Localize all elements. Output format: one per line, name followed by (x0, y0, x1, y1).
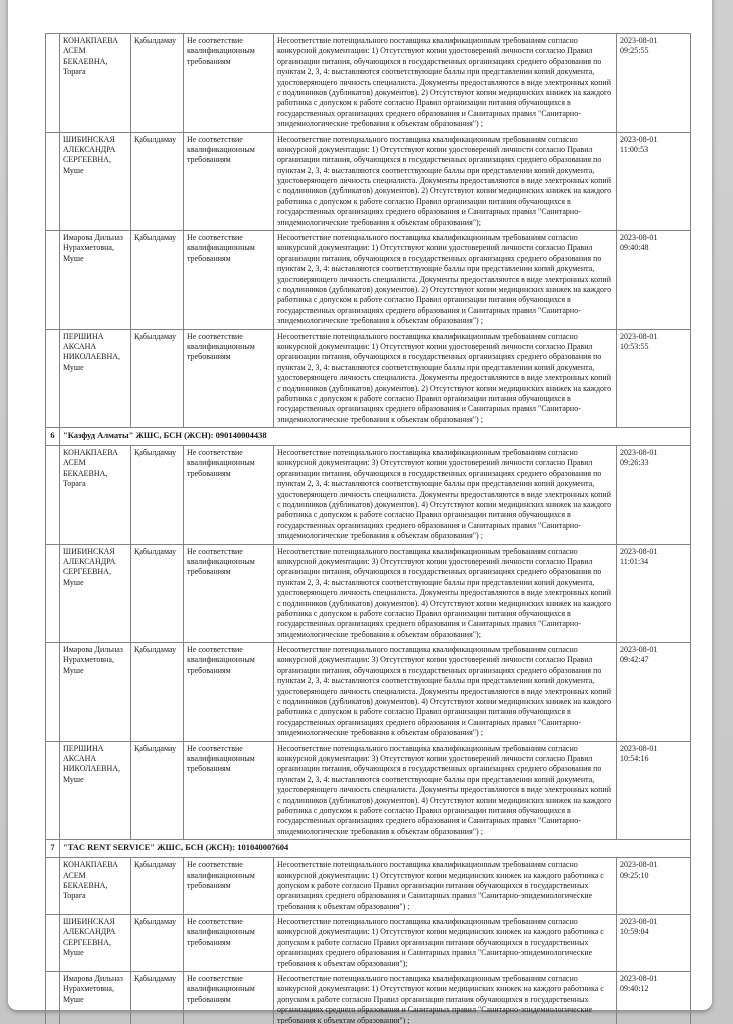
table-row (46, 329, 691, 428)
reason-cell: Не соответствие квалификационным требованиям (184, 231, 274, 330)
member-name-cell: ШИБИНСКАЯ АЛЕКСАНДРА СЕРГЕЕВНА, Муше (60, 915, 131, 972)
row-number-cell (46, 972, 60, 1024)
date-text: 2023-08-01 (620, 36, 658, 45)
justification-cell: Несоответствие потенциального поставщика квалификационным требованиям согласно конкурсной документации: 1) Отсутствуют копии удостоверений личности согласно Правил организации питания, обучающихся в государственных организациях среднего образования по пунктам 2, 3, 4: выставляются соответствующие баллы при представлении копий документа, удостоверяющего личность специалиста. Документы предоставляются в виде электронных копий с подлинников (дубликатов) документов). 2) Отсутствуют копии медицинских книжек на каждого работника с допуском к работе согласно Правил организации питания обучающихся в государственных организациях среднего образования и Санитарных правил "Санитарно-эпидемиологические требования к объектам образования") ; (274, 329, 617, 428)
justification-cell: Несоответствие потенциального поставщика квалификационным требованиям согласно конкурсной документации: 3) Отсутствуют копии удостоверений личности согласно Правил организации питания, обучающихся в государственных организациях среднего образования по пунктам 2, 3, 4: выставляются соответствующие баллы при представлении копий документа, удостоверяющего личность специалиста. Документы предоставляются в виде электронных копий с подлинников (дубликатов) документов). 4) Отсутствуют копии медицинских книжек на каждого работника с допуском к работе согласно Правил организации питания обучающихся в государственных организациях среднего образования и Санитарных правил "Санитарно-эпидемиологические требования к объектам образования"); (274, 544, 617, 643)
date-text: 2023-08-01 (620, 974, 658, 984)
decision-cell: Қабылдамау (131, 972, 184, 1024)
section-number-cell: 7 (46, 840, 60, 858)
decision-cell: Қабылдамау (131, 34, 184, 133)
member-name-cell: Имарова Дильназ Нурахметовна, Муше (60, 972, 131, 1024)
member-name-cell: Имарова Дильназ Нурахметовна, Муше (60, 643, 131, 742)
date-text: 2023-08-01 (620, 134, 658, 144)
datetime-cell (617, 34, 691, 133)
datetime-cell (617, 741, 691, 840)
evaluation-results-table (45, 33, 691, 1024)
results-table-body (46, 34, 691, 1024)
table-row (46, 915, 691, 972)
row-number-cell (46, 915, 60, 972)
time-text: 09:26:33 (620, 458, 649, 468)
table-row (46, 446, 691, 545)
table-row (46, 544, 691, 643)
reason-cell: Не соответствие квалификационным требованиям (184, 544, 274, 643)
date-text: 2023-08-01 (620, 743, 658, 753)
justification-cell: Несоответствие потенциального поставщика квалификационным требованиям согласно конкурсной документации: 1) Отсутствуют копии медицинских книжек на каждого работника с допуском к работе согласно Правил организации питания обучающихся в государственных организациях среднего образования и Санитарных правил "Санитарно-эпидемиологические требования к объектам образования") ; (274, 858, 617, 915)
datetime-cell (617, 446, 691, 545)
table-row (46, 231, 691, 330)
decision-cell: Қабылдамау (131, 132, 184, 231)
time-text: 09:25:10 (620, 870, 649, 880)
decision-cell: Қабылдамау (131, 329, 184, 428)
supplier-header-cell: "TAC RENT SERVICE" ЖШС, БСН (ЖСН): 101040007604 (60, 840, 691, 858)
decision-cell: Қабылдамау (131, 643, 184, 742)
row-number-cell (46, 446, 60, 545)
justification-cell: Несоответствие потенциального поставщика квалификационным требованиям согласно конкурсной документации: 1) Отсутствуют копии удостоверений личности согласно Правил организации питания, обучающихся в государственных организациях среднего образования по пунктам 2, 3, 4: выставляются соответствующие баллы при представлении копий документа, удостоверяющего личность специалиста. Документы предоставляются в виде электронных копий с подлинников (дубликатов) документов). 2) Отсутствуют копии медицинских книжек на каждого работника с допуском к работе согласно Правил организации питания обучающихся в государственных организациях среднего образования и Санитарных правил "Санитарно-эпидемиологические требования к объектам образования"); (274, 132, 617, 231)
datetime-cell (617, 132, 691, 231)
reason-cell: Не соответствие квалификационным требованиям (184, 446, 274, 545)
row-number-cell (46, 329, 60, 428)
member-name-cell: ПЕРШИНА АКСАНА НИКОЛАЕВНА, Муше (60, 329, 131, 428)
datetime-cell (617, 544, 691, 643)
table-row (46, 34, 691, 133)
decision-cell: Қабылдамау (131, 741, 184, 840)
date-text: 2023-08-01 (620, 331, 658, 341)
datetime-cell (617, 858, 691, 915)
time-text: 10:59:04 (620, 927, 649, 937)
reason-cell: Не соответствие квалификационным требованиям (184, 329, 274, 428)
time-text: 09:42:47 (620, 655, 649, 665)
table-row (46, 132, 691, 231)
justification-cell: Несоответствие потенциального поставщика квалификационным требованиям согласно конкурсной документации: 3) Отсутствуют копии удостоверений личности согласно Правил организации питания, обучающихся в государственных организациях среднего образования по пунктам 2, 3, 4: выставляются соответствующие баллы при представлении копий документа, удостоверяющего личность специалиста. Документы предоставляются в виде электронных копий с подлинников (дубликатов) документов). 4) Отсутствуют копии медицинских книжек на каждого работника с допуском к работе согласно Правил организации питания обучающихся в государственных организациях среднего образования и Санитарных правил "Санитарно-эпидемиологические требования к объектам образования") ; (274, 741, 617, 840)
date-text: 2023-08-01 (620, 917, 658, 927)
decision-cell: Қабылдамау (131, 231, 184, 330)
reason-cell: Не соответствие квалификационным требованиям (184, 132, 274, 231)
member-name-cell: КОНАКПАЕВА АСЕМ БЕКАЕВНА, Торага (60, 858, 131, 915)
decision-cell: Қабылдамау (131, 858, 184, 915)
reason-cell: Не соответствие квалификационным требованиям (184, 741, 274, 840)
datetime-cell (617, 329, 691, 428)
member-name-cell: ПЕРШИНА АКСАНА НИКОЛАЕВНА, Муше (60, 741, 131, 840)
section-header-row (46, 428, 691, 446)
document-page (8, 0, 712, 1024)
row-number-cell (46, 231, 60, 330)
datetime-cell (617, 915, 691, 972)
time-text: 11:01:34 (620, 556, 649, 566)
datetime-cell (617, 643, 691, 742)
reason-cell: Не соответствие квалификационным требованиям (184, 858, 274, 915)
time-text: 10:53:55 (620, 341, 649, 351)
justification-cell: Несоответствие потенциального поставщика квалификационным требованиям согласно конкурсной документации: 1) Отсутствуют копии медицинских книжек на каждого работника с допуском к работе согласно Правил организации питания обучающихся в государственных организациях среднего образования и Санитарных правил "Санитарно-эпидемиологические требования к объектам образования"); (274, 915, 617, 972)
justification-cell: Несоответствие потенциального поставщика квалификационным требованиям согласно конкурсной документации: 1) Отсутствуют копии удостоверений личности согласно Правил организации питания, обучающихся в государственных организациях среднего образования по пунктам 2, 3, 4: выставляются соответствующие баллы при представлении копий документа, удостоверяющего личность специалиста. Документы предоставляются в виде электронных копий с подлинников (дубликатов) документов). 2) Отсутствуют копии медицинских книжек на каждого работника с допуском к работе согласно Правил организации питания обучающихся в государственных организациях среднего образования и Санитарных правил "Санитарно-эпидемиологические требования к объектам образования") ; (274, 231, 617, 330)
section-header-row (46, 840, 691, 858)
table-row (46, 643, 691, 742)
time-text: 10:54:16 (620, 754, 649, 763)
table-row (46, 858, 691, 915)
reason-cell: Не соответствие квалификационным требованиям (184, 643, 274, 742)
date-text: 2023-08-01 (620, 448, 658, 458)
member-name-cell: Имарова Дильназ Нурахметовна, Муше (60, 231, 131, 330)
section-number-cell: 6 (46, 428, 60, 446)
time-text: 09:40:12 (620, 984, 649, 994)
row-number-cell (46, 741, 60, 840)
justification-cell: Несоответствие потенциального поставщика квалификационным требованиям согласно конкурсной документации: 1) Отсутствуют копии удостоверений личности согласно Правил организации питания, обучающихся в государственных организациях среднего образования по пунктам 2, 3, 4: выставляются соответствующие баллы при представлении копий документа, удостоверяющего личность специалиста. Документы предоставляются в виде электронных копий с подлинников (дубликатов) документов). 2) Отсутствуют копии медицинских книжек на каждого работника с допуском к работе согласно Правил организации питания обучающихся в государственных организациях среднего образования и Санитарных правил "Санитарно-эпидемиологические требования к объектам образования") ; (274, 34, 617, 133)
date-text: 2023-08-01 (620, 860, 658, 870)
reason-cell: Не соответствие квалификационным требованиям (184, 972, 274, 1024)
decision-cell: Қабылдамау (131, 544, 184, 643)
table-row (46, 741, 691, 840)
datetime-cell (617, 231, 691, 330)
row-number-cell (46, 858, 60, 915)
justification-cell: Несоответствие потенциального поставщика квалификационным требованиям согласно конкурсной документации: 3) Отсутствуют копии удостоверений личности согласно Правил организации питания, обучающихся в государственных организациях среднего образования по пунктам 2, 3, 4: выставляются соответствующие баллы при представлении копий документа, удостоверяющего личность специалиста. Документы предоставляются в виде электронных копий с подлинников (дубликатов) документов). 4) Отсутствуют копии медицинских книжек на каждого работника с допуском к работе согласно Правил организации питания обучающихся в государственных организациях среднего образования и Санитарных правил "Санитарно-эпидемиологические требования к объектам образования") ; (274, 643, 617, 742)
member-name-cell: КОНАКПАЕВА АСЕМ БЕКАЕВНА, Торага (60, 446, 131, 545)
row-number-cell (46, 34, 60, 133)
member-name-cell: ШИБИНСКАЯ АЛЕКСАНДРА СЕРГЕЕВНА, Муше (60, 132, 131, 231)
row-number-cell (46, 544, 60, 643)
justification-cell: Несоответствие потенциального поставщика квалификационным требованиям согласно конкурсной документации: 1) Отсутствуют копии медицинских книжек на каждого работника с допуском к работе согласно Правил организации питания обучающихся в государственных организациях среднего образования и Санитарных правил "Санитарно-эпидемиологические требования к объектам образования") ; (274, 972, 617, 1024)
table-row (46, 972, 691, 1024)
supplier-header-cell: "Казфуд Алматы" ЖШС, БСН (ЖСН): 090140004438 (60, 428, 691, 446)
date-text: 2023-08-01 (620, 645, 658, 655)
time-text: 11:00:53 (620, 144, 649, 154)
date-text: 2023-08-01 (620, 546, 658, 556)
decision-cell: Қабылдамау (131, 915, 184, 972)
justification-cell: Несоответствие потенциального поставщика квалификационным требованиям согласно конкурсной документации: 3) Отсутствуют копии удостоверений личности согласно Правил организации питания, обучающихся в государственных организациях среднего образования по пунктам 2, 3, 4: выставляются соответствующие баллы при представлении копий документа, удостоверяющего личность специалиста. Документы предоставляются в виде электронных копий с подлинников (дубликатов) документов). 4) Отсутствуют копии медицинских книжек на каждого работника с допуском к работе согласно Правил организации питания обучающихся в государственных организациях среднего образования и Санитарных правил "Санитарно-эпидемиологические требования к объектам образования") ; (274, 446, 617, 545)
decision-cell: Қабылдамау (131, 446, 184, 545)
reason-cell: Не соответствие квалификационным требованиям (184, 915, 274, 972)
date-text: 2023-08-01 (620, 233, 658, 243)
member-name-cell: КОНАКПАЕВА АСЕМ БЕКАЕВНА, Торага (60, 34, 131, 133)
row-number-cell (46, 132, 60, 231)
reason-cell: Не соответствие квалификационным требованиям (184, 34, 274, 133)
time-text: 09:25:55 (620, 46, 649, 56)
datetime-cell (617, 972, 691, 1024)
time-text: 09:40:48 (620, 243, 649, 253)
member-name-cell: ШИБИНСКАЯ АЛЕКСАНДРА СЕРГЕЕВНА, Муше (60, 544, 131, 643)
row-number-cell (46, 643, 60, 742)
